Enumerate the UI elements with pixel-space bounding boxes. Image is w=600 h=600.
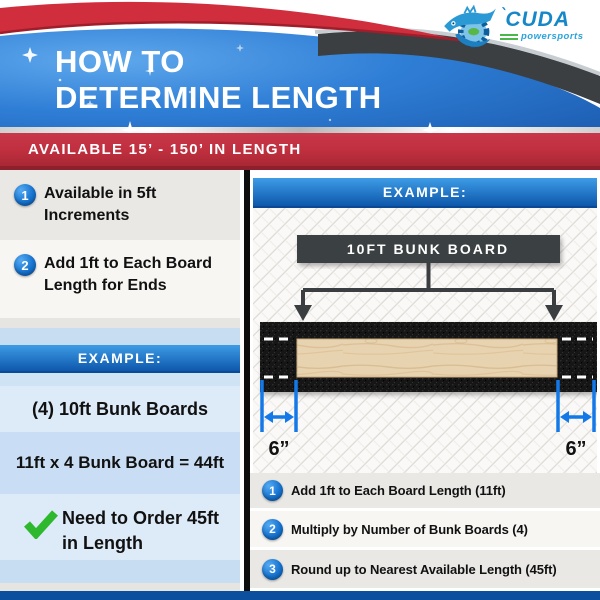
left-step-1 <box>0 170 240 240</box>
checkmark-icon <box>24 509 58 539</box>
header <box>0 0 600 133</box>
step-number-badge: 1 <box>14 184 36 206</box>
bunk-board-diagram <box>253 208 597 473</box>
spacer <box>0 328 240 345</box>
calc-row-boards: (4) 10ft Bunk Boards <box>0 386 240 432</box>
green-speed-lines <box>500 32 518 42</box>
right-step-2 <box>250 511 600 547</box>
right-example-label: EXAMPLE: <box>382 184 468 200</box>
right-step-1 <box>250 473 600 508</box>
spacer <box>0 318 240 328</box>
conclusion-row <box>0 494 240 560</box>
title-line-1: HOW TO <box>55 44 185 79</box>
left-step-1-text: Available in 5ft Increments <box>44 185 157 224</box>
dimension-label-right: 6” <box>565 438 587 460</box>
left-example-header <box>0 345 240 373</box>
board-label: 10FT BUNK BOARD <box>346 241 510 257</box>
right-step-3-text: Round up to Nearest Available Length (45ft) <box>291 561 557 577</box>
step-number-badge: 3 <box>262 559 283 580</box>
conclusion-text: Need to Order 45ft in Length <box>62 508 220 553</box>
right-step-3 <box>250 550 600 588</box>
left-step-2-text: Add 1ft to Each Board Length for Ends <box>44 255 213 294</box>
left-panel <box>0 170 240 591</box>
step-number-badge: 1 <box>262 480 283 501</box>
step-number-badge: 2 <box>14 254 36 276</box>
brand-name: CUDA <box>505 8 570 31</box>
left-step-2 <box>0 240 240 318</box>
right-example-header <box>253 178 597 208</box>
brand-mark: ` <box>498 5 508 24</box>
calc-row-total: 11ft x 4 Bunk Board = 44ft <box>0 432 240 494</box>
step-number-badge: 2 <box>262 519 283 540</box>
page-title <box>55 44 382 116</box>
footer-bar <box>0 591 600 600</box>
brand-wordmark <box>500 4 584 42</box>
availability-banner-text: AVAILABLE 15’ - 150’ IN LENGTH <box>28 141 302 158</box>
wood-board <box>297 339 557 377</box>
fish-gear-icon <box>442 4 498 52</box>
availability-banner <box>0 133 600 170</box>
spacer <box>0 560 240 583</box>
right-step-1-text: Add 1ft to Each Board Length (11ft) <box>291 483 506 498</box>
spacer <box>0 583 240 591</box>
title-line-2: DETERMINE LENGTH <box>55 80 382 115</box>
right-step-2-text: Multiply by Number of Bunk Boards (4) <box>291 521 528 537</box>
right-panel <box>250 170 600 591</box>
brand-logo <box>442 4 592 52</box>
brand-subtitle: powersports <box>521 31 584 42</box>
dimension-label-left: 6” <box>268 438 290 460</box>
spacer <box>0 373 240 386</box>
left-example-label: EXAMPLE: <box>77 350 163 366</box>
